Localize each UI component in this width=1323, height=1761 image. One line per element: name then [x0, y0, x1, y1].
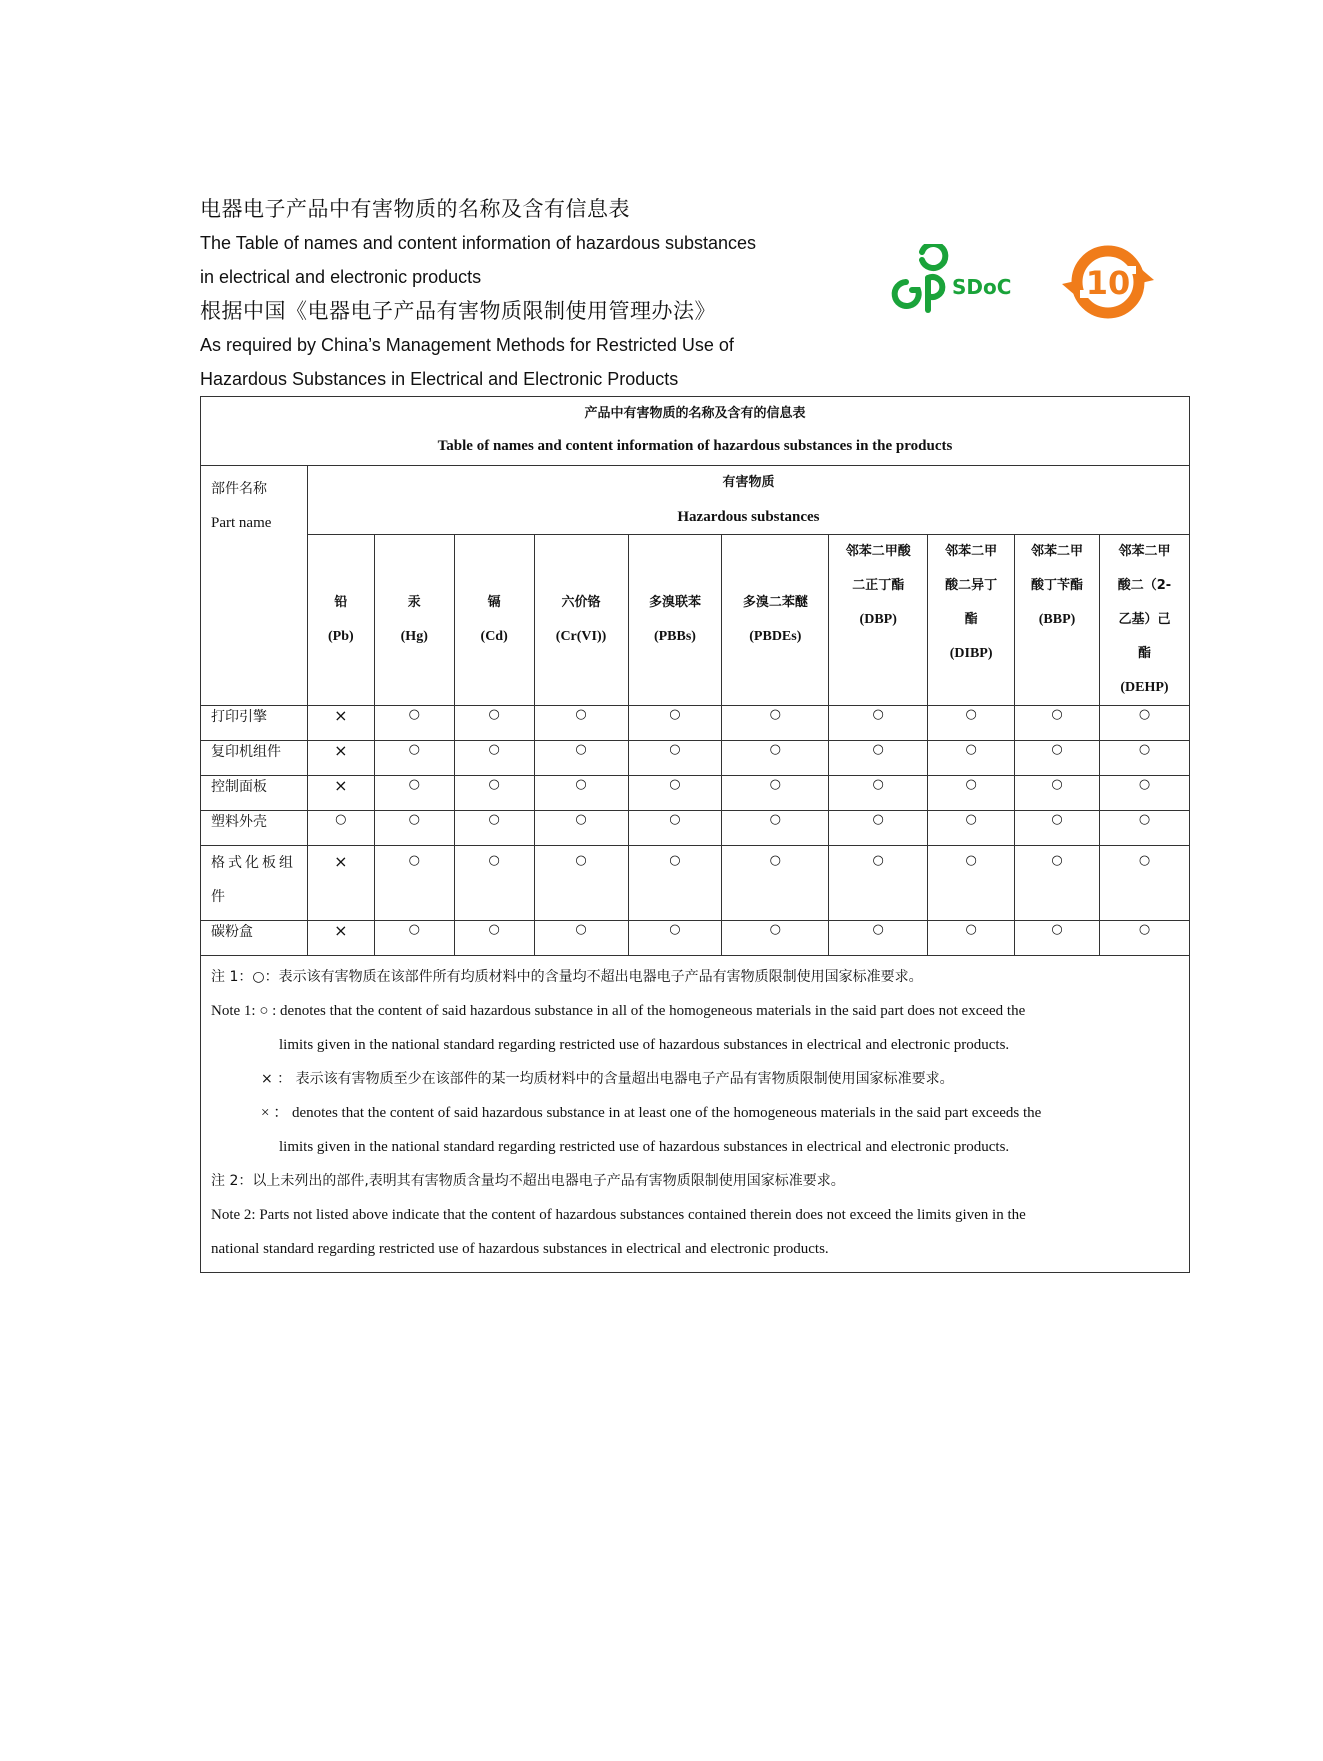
mark-cell: [628, 706, 722, 741]
substance-cn: 酸二（2-: [1117, 578, 1172, 593]
mark-cell: [928, 706, 1015, 741]
note1-en-b: limits given in the national standard regarding restricted use of hazardous substances in electrical and electronic products.: [279, 1037, 1010, 1053]
exceeds-mark: ×: [334, 852, 348, 871]
compliant-mark: ○: [872, 707, 884, 722]
compliant-mark: ○: [769, 922, 781, 937]
haz-header-en: Hazardous substances: [677, 509, 820, 525]
substance-cn: 酯: [964, 612, 978, 627]
compliant-mark: ○: [872, 777, 884, 792]
mark-cell: [628, 741, 722, 776]
table-row: [201, 776, 1190, 811]
note-x-en-b: limits given in the national standard regarding restricted use of hazardous substances in electrical and electronic products.: [279, 1139, 1010, 1155]
table-row: [201, 921, 1190, 956]
mark-cell: [928, 776, 1015, 811]
substance-cn: 多溴联苯: [648, 595, 701, 610]
table-title-en: Table of names and content information of hazardous substances in the products: [437, 438, 953, 454]
substance-symbol: (Hg): [400, 629, 428, 644]
substance-header-bbp: [1015, 535, 1100, 706]
substance-symbol: (DIBP): [949, 646, 993, 661]
substance-header-dehp: [1099, 535, 1189, 706]
compliant-mark: ○: [488, 853, 500, 868]
compliant-mark: ○: [769, 707, 781, 722]
mark-cell: [454, 776, 534, 811]
mark-cell: [829, 776, 928, 811]
table-title-cn: 产品中有害物质的名称及含有的信息表: [584, 406, 806, 421]
compliant-mark: ○: [1138, 812, 1151, 827]
compliant-mark: ○: [1138, 742, 1151, 757]
mark-cell: [928, 846, 1015, 921]
mark-cell: [454, 741, 534, 776]
compliant-mark: ○: [965, 853, 977, 868]
compliant-mark: ○: [1138, 707, 1151, 722]
substance-symbol: (DEHP): [1120, 680, 1169, 695]
compliant-mark: ○: [575, 853, 587, 868]
basis-cn: 根据中国《电器电子产品有害物质限制使用管理办法》: [200, 299, 716, 323]
compliant-mark: ○: [769, 742, 781, 757]
mark-cell: [307, 811, 374, 846]
mark-cell: [374, 776, 454, 811]
document-header: [200, 192, 756, 396]
mark-cell: [829, 811, 928, 846]
substance-symbol: (Cd): [480, 629, 508, 644]
mark-cell: [928, 741, 1015, 776]
substance-cn: 酸二异丁: [945, 578, 998, 593]
compliant-mark: ○: [488, 922, 500, 937]
mark-cell: [374, 811, 454, 846]
mark-cell: [1015, 741, 1100, 776]
compliant-mark: ○: [965, 742, 977, 757]
exceeds-mark: ×: [334, 706, 348, 725]
mark-cell: [534, 811, 628, 846]
compliant-mark: ○: [575, 742, 587, 757]
title-cn: 电器电子产品中有害物质的名称及含有信息表: [200, 197, 630, 221]
note2-en-b: national standard regarding restricted use of hazardous substances in electrical and electronic products.: [211, 1241, 829, 1257]
substance-header-dbp: [829, 535, 928, 706]
efup-number: 10: [1085, 264, 1131, 302]
compliant-mark: ○: [965, 707, 977, 722]
compliant-mark: ○: [1051, 707, 1063, 722]
mark-cell: [1099, 846, 1189, 921]
mark-cell: [307, 706, 374, 741]
compliant-mark: ○: [575, 777, 587, 792]
hazardous-substances-table: [200, 396, 1190, 1273]
compliant-mark: ○: [669, 707, 681, 722]
mark-cell: [1099, 776, 1189, 811]
exceeds-mark: ×: [334, 741, 348, 760]
substance-cn: 酯: [1137, 646, 1151, 661]
compliant-mark: ○: [408, 742, 420, 757]
mark-cell: [374, 846, 454, 921]
haz-header-cn: 有害物质: [722, 475, 775, 490]
part-name-line: 件: [211, 889, 228, 905]
part-name-cell: 控制面板: [201, 776, 308, 811]
note-x-cn: × ： 表示该有害物质至少在该部件的某一均质材料中的含量超出电器电子产品有害物质限制使用国家标准要求。: [261, 1071, 954, 1087]
table-notes: [201, 956, 1190, 1273]
hazardous-substances-header: [307, 466, 1189, 535]
substance-header-hg: [374, 535, 454, 706]
table-title: [201, 397, 1190, 466]
compliant-mark: ○: [669, 777, 681, 792]
mark-cell: [829, 846, 928, 921]
mark-cell: [1099, 811, 1189, 846]
compliant-mark: ○: [769, 777, 781, 792]
substance-cn: 镉: [487, 595, 501, 610]
compliant-mark: ○: [488, 777, 500, 792]
part-name-cell: [201, 846, 308, 921]
compliant-mark: ○: [872, 812, 884, 827]
compliant-mark: ○: [1051, 922, 1063, 937]
compliant-mark: ○: [669, 922, 681, 937]
note1-en-a: Note 1: ○ : denotes that the content of said hazardous substance in all of the homogeneous materials in the said part does not exceed the: [211, 1003, 1026, 1019]
mark-cell: [722, 706, 829, 741]
table-row: [201, 811, 1190, 846]
sdoc-text: SDoC: [952, 275, 1012, 299]
part-name-cell: 打印引擎: [201, 706, 308, 741]
exceeds-mark: ×: [334, 921, 348, 940]
substance-cn: 乙基）己: [1118, 612, 1171, 627]
compliant-mark: ○: [575, 812, 587, 827]
compliant-mark: ○: [965, 777, 977, 792]
substance-cn: 汞: [407, 595, 421, 610]
compliant-mark: ○: [965, 922, 977, 937]
table-row: [201, 741, 1190, 776]
compliant-mark: ○: [488, 812, 500, 827]
compliant-mark: ○: [488, 742, 500, 757]
compliant-mark: ○: [769, 853, 781, 868]
substance-symbol: (Cr(VI)): [555, 629, 607, 644]
substance-cn: 邻苯二甲酸: [845, 544, 911, 559]
compliant-mark: ○: [872, 922, 884, 937]
compliant-mark: ○: [1138, 853, 1151, 868]
mark-cell: [1015, 706, 1100, 741]
mark-cell: [829, 741, 928, 776]
substance-cn: 邻苯二甲: [1118, 544, 1171, 559]
title-en-line2: in electrical and electronic products: [200, 267, 482, 287]
compliant-mark: ○: [872, 853, 884, 868]
substance-header-dibp: [928, 535, 1015, 706]
mark-cell: [829, 921, 928, 956]
mark-cell: [534, 776, 628, 811]
substance-header-pbdes: [722, 535, 829, 706]
substance-symbol: (Pb): [328, 629, 354, 644]
substance-symbol: (PBBs): [653, 629, 696, 644]
ccc-sdoc-logo: [884, 244, 1014, 314]
substance-cn: 铅: [334, 595, 348, 610]
substance-header-pbbs: [628, 535, 722, 706]
mark-cell: [534, 846, 628, 921]
substance-cn: 邻苯二甲: [1031, 544, 1084, 559]
mark-cell: [307, 741, 374, 776]
part-name-header-cn: 部件名称: [211, 481, 267, 497]
compliant-mark: ○: [408, 812, 420, 827]
compliant-mark: ○: [1138, 922, 1151, 937]
mark-cell: [628, 846, 722, 921]
mark-cell: [628, 776, 722, 811]
efup-10-logo: [1062, 240, 1158, 324]
mark-cell: [374, 706, 454, 741]
compliant-mark: ○: [408, 853, 420, 868]
mark-cell: [722, 921, 829, 956]
compliant-mark: ○: [575, 707, 587, 722]
compliant-mark: ○: [1138, 777, 1151, 792]
mark-cell: [928, 921, 1015, 956]
mark-cell: [722, 776, 829, 811]
mark-cell: [454, 846, 534, 921]
substance-header-pb: [307, 535, 374, 706]
mark-cell: [1099, 921, 1189, 956]
compliant-mark: ○: [575, 922, 587, 937]
part-name-cell: 碳粉盒: [201, 921, 308, 956]
mark-cell: [1099, 706, 1189, 741]
mark-cell: [307, 921, 374, 956]
part-name-line: 格式化板组: [211, 855, 296, 871]
substance-cn: 多溴二苯醚: [742, 595, 808, 610]
mark-cell: [374, 741, 454, 776]
note2-en-a: Note 2: Parts not listed above indicate that the content of hazardous substances contained therein does not exceed the limits given in the: [211, 1207, 1026, 1223]
compliant-mark: ○: [488, 707, 500, 722]
part-name-cell: 复印机组件: [201, 741, 308, 776]
compliant-mark: ○: [1051, 777, 1063, 792]
mark-cell: [722, 741, 829, 776]
compliant-mark: ○: [669, 742, 681, 757]
mark-cell: [829, 706, 928, 741]
mark-cell: [454, 706, 534, 741]
compliant-mark: ○: [408, 777, 420, 792]
mark-cell: [1015, 921, 1100, 956]
compliant-mark: ○: [872, 742, 884, 757]
mark-cell: [1099, 741, 1189, 776]
table-row: [201, 706, 1190, 741]
exceeds-mark: ×: [334, 776, 348, 795]
part-name-header-en: Part name: [211, 515, 272, 531]
substance-header-crvi: [534, 535, 628, 706]
basis-en-line1: As required by China’s Management Methods for Restricted Use of: [200, 335, 734, 355]
mark-cell: [307, 776, 374, 811]
mark-cell: [534, 741, 628, 776]
substance-symbol: (BBP): [1038, 612, 1076, 627]
compliant-mark: ○: [408, 922, 420, 937]
compliant-mark: ○: [965, 812, 977, 827]
part-name-header: [201, 466, 308, 706]
substance-cn: 六价铬: [561, 595, 601, 610]
compliant-mark: ○: [335, 812, 347, 827]
mark-cell: [628, 811, 722, 846]
substance-symbol: (PBDEs): [749, 629, 802, 644]
mark-cell: [628, 921, 722, 956]
mark-cell: [928, 811, 1015, 846]
mark-cell: [1015, 776, 1100, 811]
substance-cn: 邻苯二甲: [945, 544, 998, 559]
note2-cn: 注 2：以上未列出的部件,表明其有害物质含量均不超出电器电子产品有害物质限制使用国家标准要求。: [211, 1173, 845, 1189]
mark-cell: [374, 921, 454, 956]
table-row: [201, 846, 1190, 921]
mark-cell: [1015, 811, 1100, 846]
compliant-mark: ○: [669, 812, 681, 827]
compliant-mark: ○: [669, 853, 681, 868]
title-en-line1: The Table of names and content information of hazardous substances: [200, 233, 757, 253]
substance-cn: 二正丁酯: [852, 578, 905, 593]
compliant-mark: ○: [769, 812, 781, 827]
mark-cell: [1015, 846, 1100, 921]
mark-cell: [722, 811, 829, 846]
substance-cn: 酸丁苄酯: [1031, 578, 1084, 593]
compliant-mark: ○: [408, 707, 420, 722]
basis-en-line2: Hazardous Substances in Electrical and Electronic Products: [200, 369, 679, 389]
mark-cell: [534, 706, 628, 741]
mark-cell: [454, 921, 534, 956]
note-x-en-a: × ： denotes that the content of said hazardous substance in at least one of the homogeneous materials in the said part exceeds the: [261, 1105, 1042, 1121]
compliant-mark: ○: [1051, 742, 1063, 757]
compliant-mark: ○: [1051, 812, 1063, 827]
substance-symbol: (DBP): [859, 612, 897, 627]
substance-header-cd: [454, 535, 534, 706]
note1-cn: 注 1：○：表示该有害物质在该部件所有均质材料中的含量均不超出电器电子产品有害物质限制使用国家标准要求。: [211, 969, 923, 985]
compliant-mark: ○: [1051, 853, 1063, 868]
mark-cell: [454, 811, 534, 846]
mark-cell: [722, 846, 829, 921]
part-name-cell: 塑料外壳: [201, 811, 308, 846]
mark-cell: [307, 846, 374, 921]
mark-cell: [534, 921, 628, 956]
